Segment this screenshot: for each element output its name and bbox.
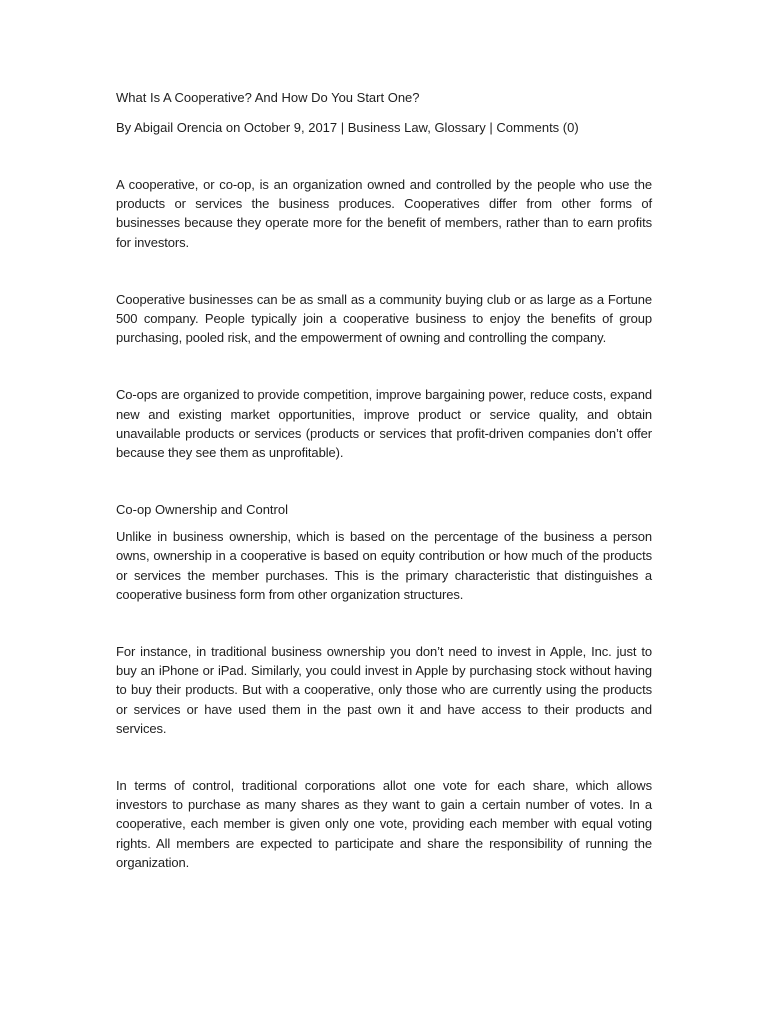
paragraph-spacer [116, 347, 652, 385]
section-heading: Co-op Ownership and Control [116, 502, 288, 518]
document-byline: By Abigail Orencia on October 9, 2017 | Business Law, Glossary | Comments (0) [116, 120, 579, 135]
paragraph-spacer [116, 462, 652, 500]
paragraph-spacer [116, 604, 652, 642]
document-title: What Is A Cooperative? And How Do You Start One? [116, 90, 420, 105]
paragraph-ownership: Unlike in business ownership, which is based on the percentage of the business a person owns, ownership in a cooperative is based on equity contribution or how much of the products or services the member purchases. This is the primary characteristic that distinguishes a cooperative business form from other organization structures. [116, 529, 652, 602]
paragraph-intro: A cooperative, or co-op, is an organization owned and controlled by the people who use the products or services the business produces. Cooperatives differ from other forms of businesses because they operate more for the benefit of members, rather than to earn profits for investors. [116, 177, 652, 250]
paragraph-spacer [116, 252, 652, 290]
paragraph-example: For instance, in traditional business ownership you don’t need to invest in Apple, Inc. just to buy an iPhone or iPad. Similarly, you could invest in Apple by purchasing stock without having to buy their products. But with a cooperative, only those who are currently using the products or services or have used them in the past own it and have access to their products and services. [116, 644, 652, 736]
document-body [116, 88, 652, 872]
paragraph-purpose: Co-ops are organized to provide competition, improve bargaining power, reduce costs, expand new and existing market opportunities, improve product or service quality, and obtain unavailable products or services (products or services that profit-driven companies don’t offer because they see them as unprofitable). [116, 387, 652, 461]
paragraph-control: In terms of control, traditional corporations allot one vote for each share, which allows investors to purchase as many shares as they want to gain a certain number of votes. In a cooperative, each member is given only one vote, providing each member with equal voting rights. All members are expected to participate and share the responsibility of running the organization. [116, 778, 652, 870]
paragraph-size: Cooperative businesses can be as small as a community buying club or as large as a Fortune 500 company. People typically join a cooperative business to enjoy the benefits of group purchasing, pooled risk, and the empowerment of owning and controlling the company. [116, 291, 652, 346]
paragraph-spacer [116, 738, 652, 776]
